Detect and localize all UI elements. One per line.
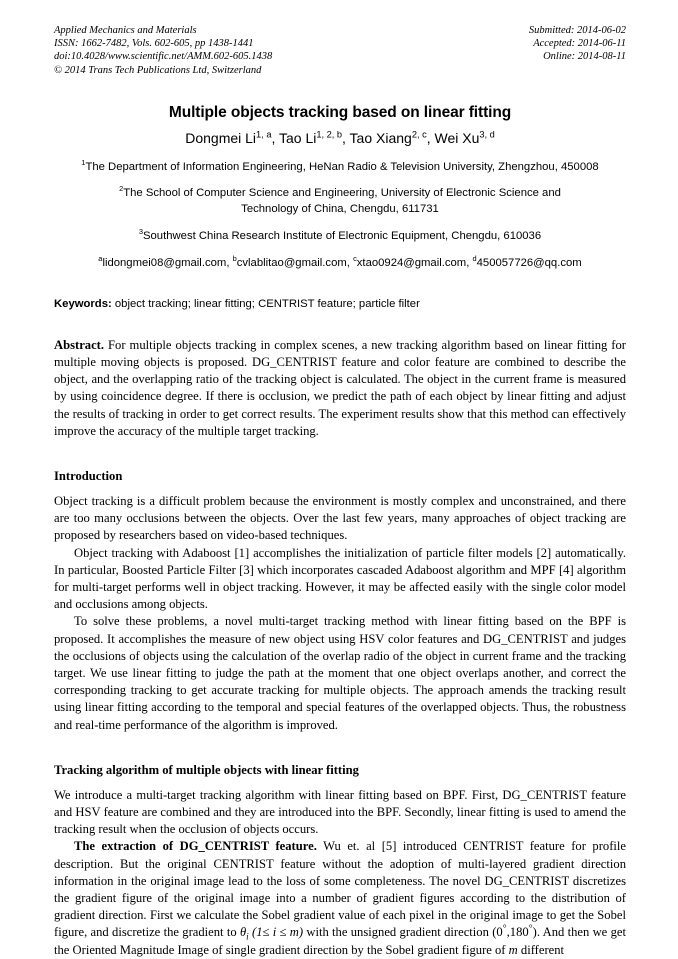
- author-separator-1: ,: [271, 129, 279, 146]
- journal-name: Applied Mechanics and Materials: [54, 25, 197, 36]
- email-address-a[interactable]: lidongmei08@gmail.com: [102, 257, 227, 270]
- keywords-label: Keywords:: [54, 297, 112, 310]
- subsection-text-part1: Wu et. al [5] introduced CENTRIST feature for profile description. But the original CENTRIST feature without the adoption of multi-layered gradient direction information in the original image lead to the loss of some completeness. The novel DG_CENTRIST discretizes the gradient figure of the original image into a number of gradient figures according to the distribution of gradient direction. First we calculate the Sobel gradient value of each pixel in the original image to get the Sobel figure, and discretize the gradient to: [54, 839, 626, 940]
- author-sup-3: 2, c: [411, 129, 427, 140]
- affiliation-text-3: Southwest China Research Institute of Electronic Equipment, Chengdu, 610036: [142, 229, 542, 242]
- math-angle-close: ): [532, 925, 537, 940]
- email-list: [54, 256, 626, 272]
- page-title: Multiple objects tracking based on linear fitting: [168, 103, 512, 121]
- subsection-text-part2: with the unsigned gradient direction: [303, 925, 489, 940]
- affiliation-2: [54, 186, 626, 217]
- submitted-date: Submitted: 2014-06-02: [528, 25, 626, 36]
- copyright-line: © 2014 Trans Tech Publications Ltd, Switzerland: [54, 64, 262, 76]
- affiliation-text-1: The Department of Information Engineering, HeNan Radio & Television University, Zhengzhou, 450008: [85, 160, 599, 173]
- affiliation-marker-1: 1: [81, 158, 86, 168]
- email-separator-b: ,: [346, 257, 354, 270]
- math-angle-open: (0: [492, 925, 503, 940]
- publication-header-right: [529, 24, 626, 64]
- affiliation-marker-3: 3: [138, 226, 143, 236]
- degree-symbol-2: °: [528, 923, 533, 935]
- author-name-1: Dongmei Li: [185, 129, 257, 146]
- subsection-dg-centrist: [54, 838, 626, 958]
- intro-paragraph-2: Object tracking with Adaboost [1] accomplishes the initialization of particle filter models [2] automatically. In particular, Boosted Particle Filter [3] which incorporates cascaded Adaboost algorithm and MPF [4] algorithm for multi-target performs well in object tracking. However, it may be affected easily with the single color model and occlusions among objects.: [54, 545, 626, 612]
- author-sup-1: 1, a: [256, 129, 272, 140]
- accepted-date: Accepted: 2014-06-11: [533, 38, 626, 50]
- issn-line: ISSN: 1662-7482, Vols. 602-605, pp 1438-1441: [54, 38, 254, 50]
- affiliation-1: [54, 160, 626, 176]
- abstract-paragraph: [54, 337, 626, 440]
- email-marker-d: d: [472, 254, 477, 264]
- math-angle-mid: ,180: [506, 925, 529, 940]
- intro-paragraph-1: Object tracking is a difficult problem because the environment is mostly complex and unconstrained, and there are too many occlusions between the objects. Over the last few years, many approaches of object tracking are proposed by researchers based on video-based techniques.: [54, 494, 626, 543]
- email-address-c[interactable]: xtao0924@gmail.com: [356, 257, 467, 270]
- author-name-4: Wei Xu: [434, 129, 480, 146]
- affiliation-3: [54, 226, 626, 245]
- author-separator-2: ,: [342, 129, 350, 146]
- intro-paragraph-3: To solve these problems, a novel multi-target tracking method with linear fitting based on the BPF is proposed. It accomplishes the measure of new object using HSV color features and DG_CENTRIST and judges the occlusions of objects using the calculation of the overlap radio of the object in current frame and the tracking target. We use linear fitting to judge the path at the moment that one object overlaps another, and correct the corresponding tracking to get accurate tracking for multiple objects. The approach amends the tracking result using linear fitting according to the temporal and special features of the overlapped objects. Thus, the robustness and real-time performance of the algorithm is improved.: [54, 614, 626, 732]
- abstract-label: Abstract.: [54, 337, 105, 352]
- publication-header-left: [54, 24, 272, 77]
- author-sup-4: 3, d: [479, 129, 495, 140]
- subsection-text-part4: different: [517, 942, 565, 957]
- tracking-paragraph-1: We introduce a multi-target tracking algorithm with linear fitting based on BPF. First, DG_CENTRIST feature and HSV feature are combined and they are introduced into the BPF. Secondly, linear fitting is used to amend the tracking result when the occlusion of objects occurs.: [54, 787, 626, 837]
- email-marker-c: c: [353, 254, 357, 264]
- section-heading-tracking-algorithm: Tracking algorithm of multiple objects with linear fitting: [54, 762, 359, 777]
- affiliation-text-2: The School of Computer Science and Engineering, University of Electronic Science and Technology of China, Chengdu, 611731: [123, 187, 561, 215]
- author-sup-2: 1, 2, b: [316, 129, 343, 140]
- degree-symbol-1: °: [502, 923, 507, 935]
- publication-header: [54, 24, 626, 77]
- subsection-text-part3: . And then we get the Oriented Magnitude Image of single gradient direction by the Sobel gradient figure of: [54, 925, 626, 957]
- affiliation-marker-2: 2: [119, 184, 124, 194]
- author-name-2: Tao Li: [278, 129, 317, 146]
- doi-line: doi:10.4028/www.scientific.net/AMM.602-605.1438: [54, 51, 273, 63]
- email-marker-b: b: [232, 254, 237, 264]
- section-heading-introduction: Introduction: [54, 469, 123, 483]
- email-separator-c: ,: [466, 257, 473, 270]
- math-m: m: [508, 942, 518, 957]
- email-address-d[interactable]: 450057726@qq.com: [476, 257, 582, 270]
- email-marker-a: a: [98, 254, 103, 264]
- email-address-b[interactable]: cvlablitao@gmail.com: [236, 257, 347, 270]
- math-theta: θ: [239, 925, 247, 940]
- math-theta-subscript: i: [246, 931, 249, 942]
- online-date: Online: 2014-08-11: [543, 51, 626, 63]
- keywords-value: object tracking; linear fitting; CENTRIST feature; particle filter: [111, 297, 420, 310]
- author-name-3: Tao Xiang: [349, 129, 412, 146]
- title-block: [54, 103, 626, 272]
- keywords-line: [54, 297, 626, 312]
- author-list: [54, 129, 626, 147]
- author-separator-3: ,: [426, 129, 435, 146]
- abstract-text: For multiple objects tracking in complex scenes, a new tracking algorithm based on linear fitting for multiple moving objects is proposed. DG_CENTRIST feature and color feature are combined to describe the object, and the overlapping ratio of the tracking object is calculated. The object in the current frame is measured by using coincidence degree. If there is occlusion, we predict the path of each object by linear fitting and adjust the results of tracking in order to get correct results. The experiment results show that this method can effectively improve the accuracy of the multiple target tracking.: [54, 337, 626, 438]
- math-index-range: (1≤ i ≤ m): [252, 925, 304, 940]
- subsection-lead-label: The extraction of DG_CENTRIST feature.: [74, 839, 317, 854]
- email-separator-a: ,: [226, 257, 233, 270]
